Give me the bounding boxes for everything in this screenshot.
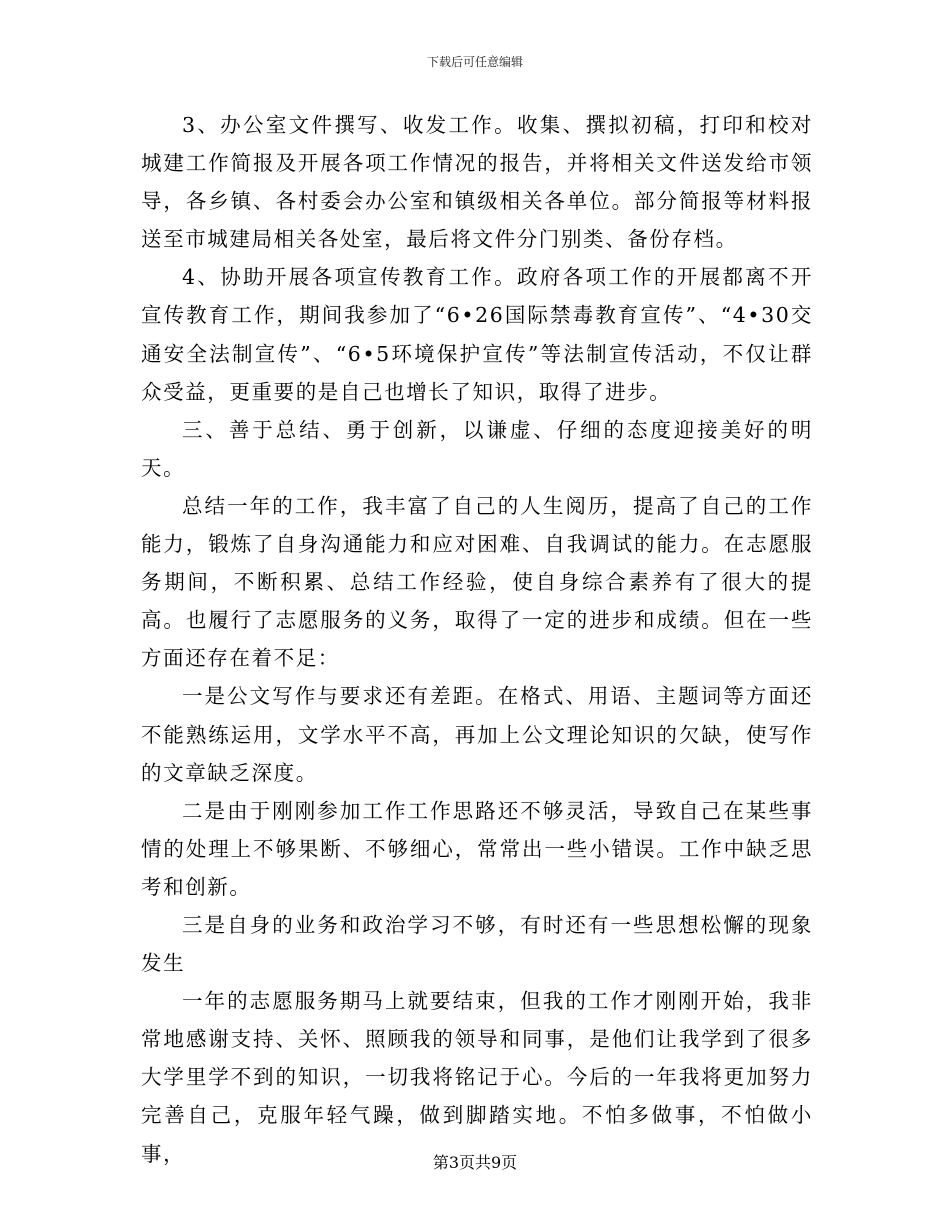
paragraph: 二是由于刚刚参加工作工作思路还不够灵活，导致自己在某些事情的处理上不够果断、不够细心，常常出一些小错误。工作中缺乏思考和创新。 <box>141 798 813 899</box>
paragraph: 总结一年的工作，我丰富了自己的人生阅历，提高了自己的工作能力，锻炼了自身沟通能力和应对困难、自我调试的能力。在志愿服务期间，不断积累、总结工作经验，使自身综合素养有了很大的提高。也履行了志愿服务的义务，取得了一定的进步和成绩。但在一些方面还存在着不足： <box>141 493 813 671</box>
section-heading: 三、善于总结、勇于创新，以谦虚、仔细的态度迎接美好的明天。 <box>141 417 813 480</box>
paragraph: 一是公文写作与要求还有差距。在格式、用语、主题词等方面还不能熟练运用，文学水平不高，再加上公文理论知识的欠缺，使写作的文章缺乏深度。 <box>141 684 813 785</box>
header-note: 下载后可任意编辑 <box>426 55 523 69</box>
document-body <box>141 106 813 1173</box>
page-number: 第3页共9页 <box>432 1153 518 1172</box>
paragraph: 3、办公室文件撰写、收发工作。收集、撰拟初稿，打印和校对城建工作简报及开展各项工作情况的报告，并将相关文件送发给市领导，各乡镇、各村委会办公室和镇级相关各单位。部分简报等材料报送至市城建局相关各处室，最后将文件分门别类、备份存档。 <box>141 113 813 252</box>
paragraph: 4、协助开展各项宣传教育工作。政府各项工作的开展都离不开宣传教育工作，期间我参加了“6•26国际禁毒教育宣传”、“4•30交通安全法制宣传”、“6•5环境保护宣传”等法制宣传活动，不仅让群众受益，更重要的是自己也增长了知识，取得了进步。 <box>141 265 813 404</box>
paragraph: 一年的志愿服务期马上就要结束，但我的工作才刚刚开始，我非常地感谢支持、关怀、照顾我的领导和同事，是他们让我学到了很多大学里学不到的知识，一切我将铭记于心。今后的一年我将更加努力完善自己，克服年轻气躁，做到脚踏实地。不怕多做事，不怕做小事， <box>141 989 813 1166</box>
paragraph: 三是自身的业务和政治学习不够，有时还有一些思想松懈的现象发生 <box>141 912 813 976</box>
